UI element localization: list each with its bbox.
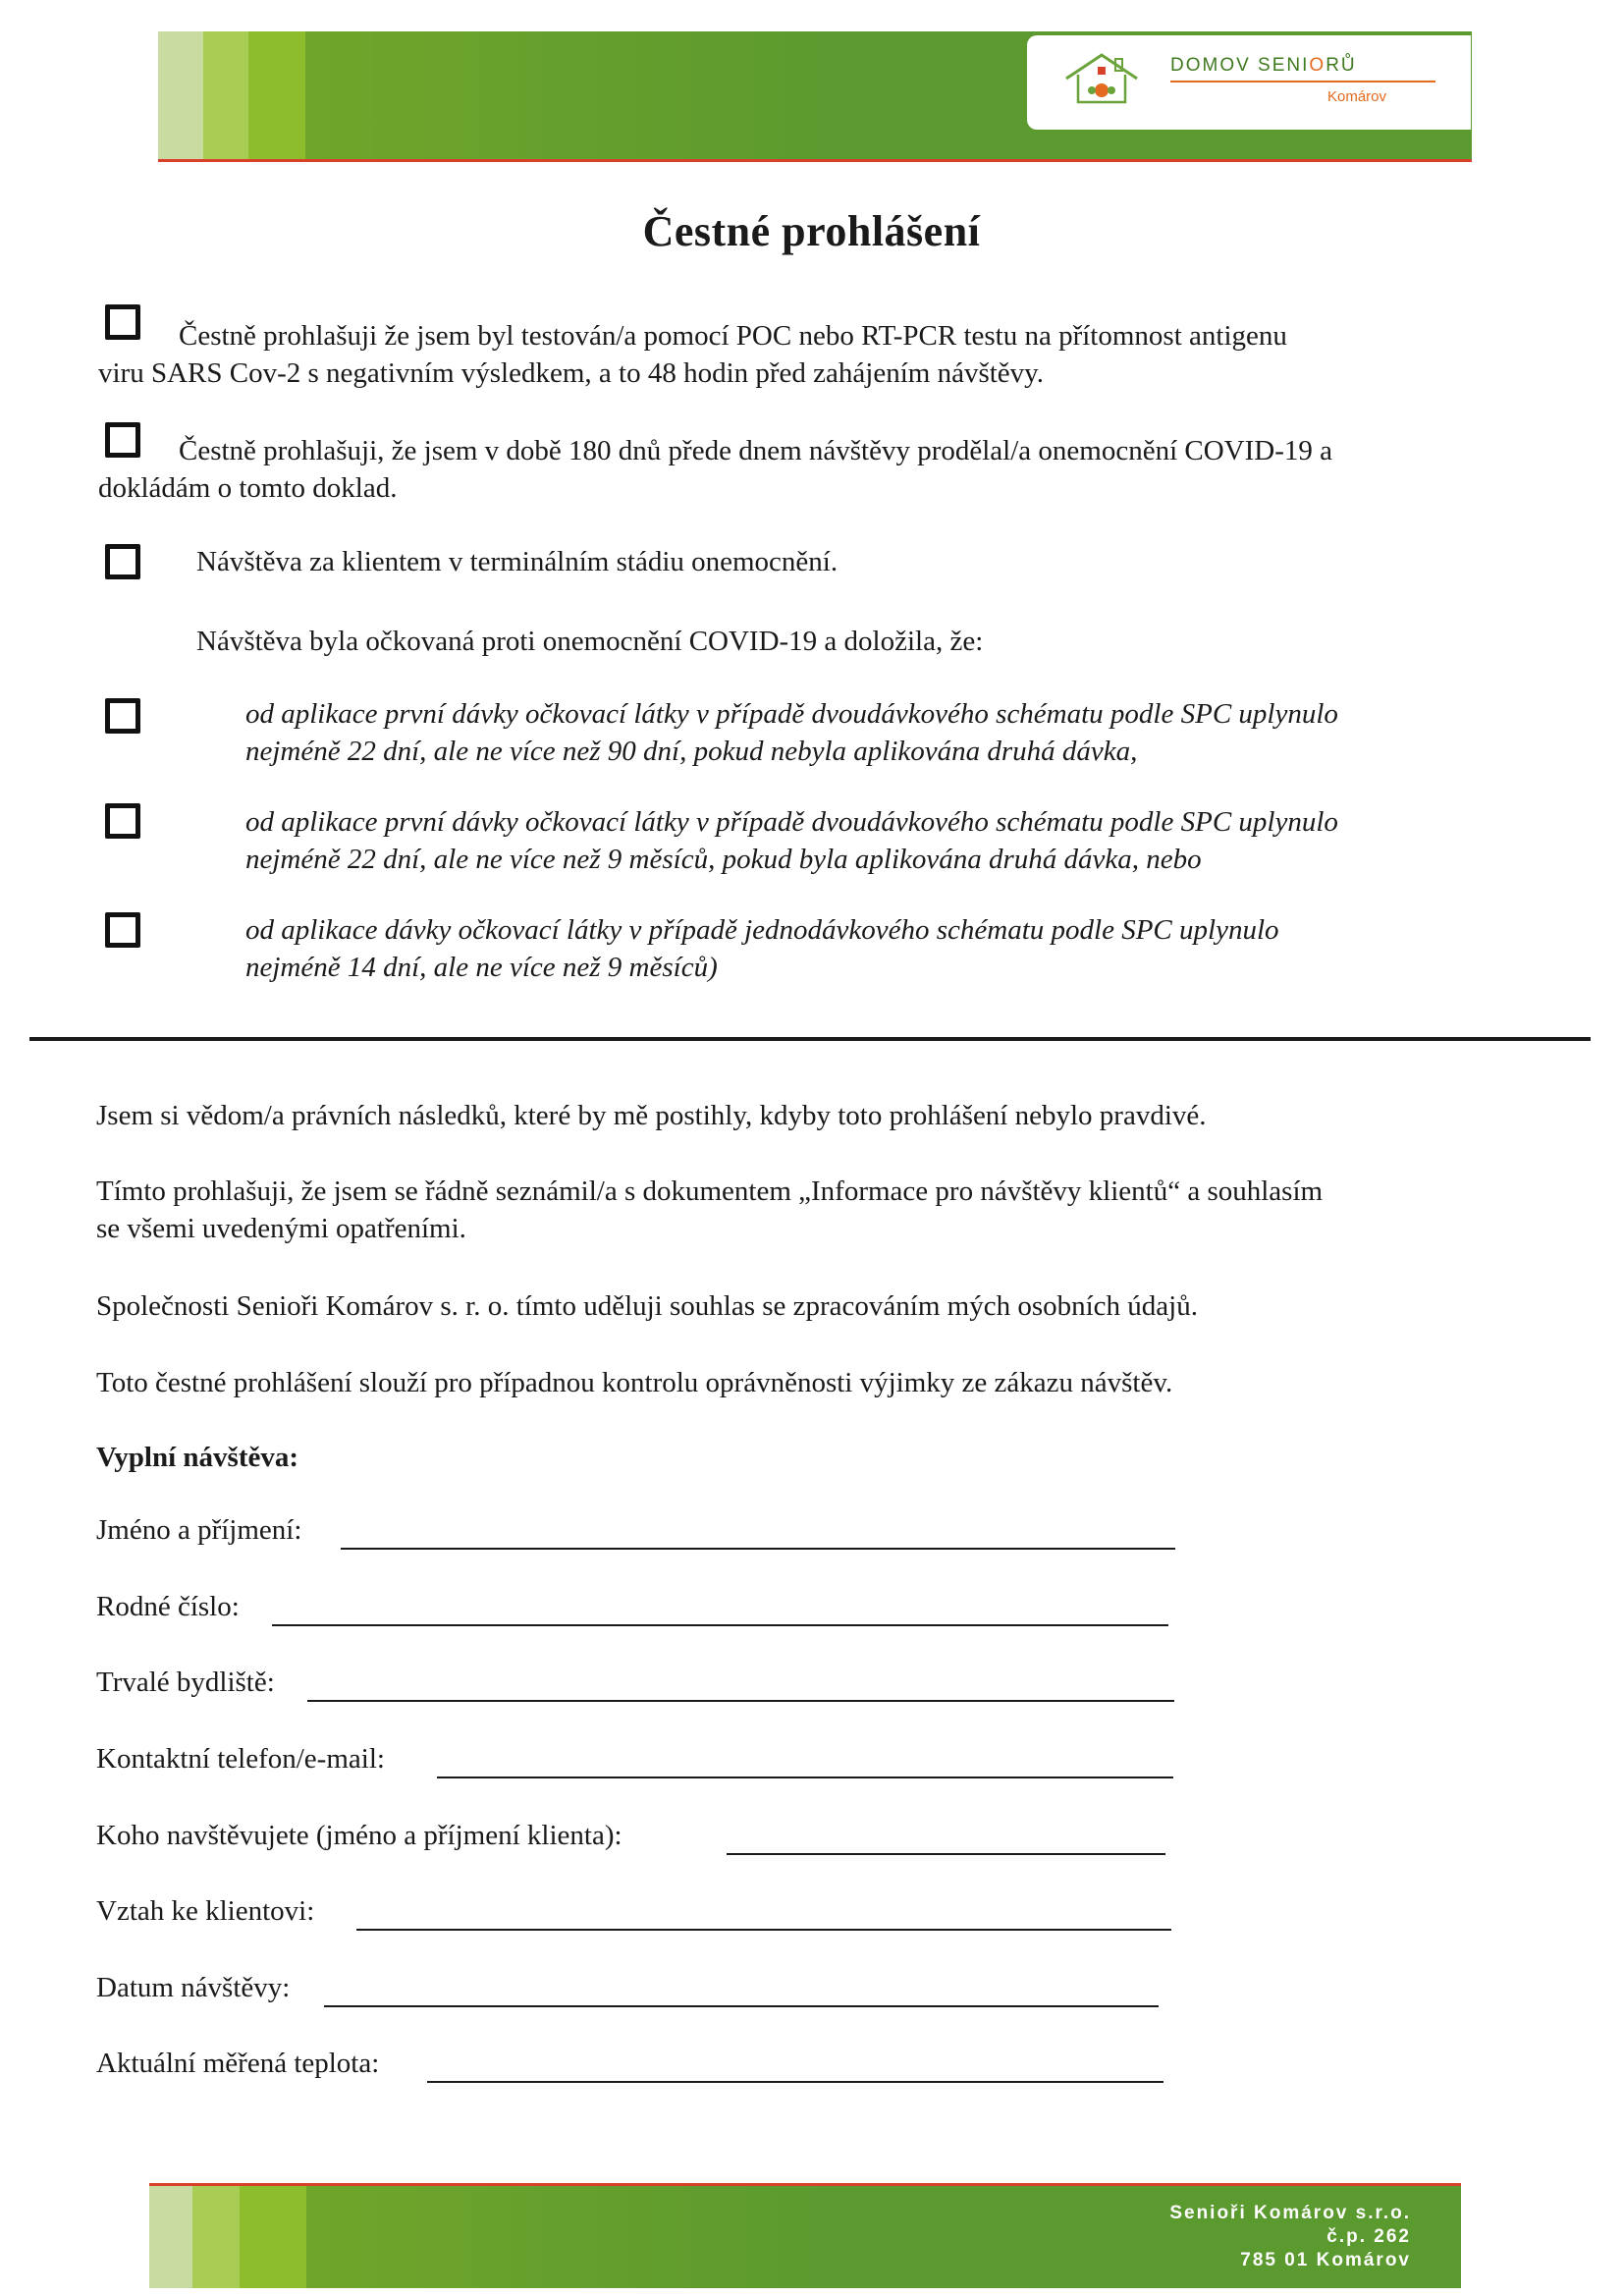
footer-house-number: č.p. 262 xyxy=(1326,2226,1411,2247)
declaration-test-negative: Čestně prohlašuji že jsem byl testován/a pomocí POC nebo RT-PCR testu na přítomnost antigenu viru SARS Cov-2 s negativním výsledkem, a to 48 hodin před zahájením návštěvy. xyxy=(98,320,1287,389)
vaccine-single-dose-text: od aplikace dávky očkovací látky v případě jednodávkového schématu podle SPC uplynulo nejméně 14 dní, ale ne více než 9 měsíců) xyxy=(245,914,1279,983)
footer-postcode-city: 785 01 Komárov xyxy=(1240,2250,1411,2270)
declaration-terminal-stage: Návštěva za klientem v terminálním stádiu onemocnění. xyxy=(196,546,839,577)
logo-title: DOMOV SENIORŮ xyxy=(1170,55,1357,76)
checkbox-terminal-stage[interactable] xyxy=(105,544,140,579)
declaration-covid-recovered: Čestně prohlašuji, že jsem v době 180 dnů přede dnem návštěvy prodělal/a onemocnění COVID-19 a dokládám o tomto doklad. xyxy=(98,435,1332,504)
field-label-visit-date: Datum návštěvy: xyxy=(96,1972,291,2003)
field-line-visit-date[interactable] xyxy=(324,2005,1159,2007)
checkbox-vaccine-second-dose[interactable] xyxy=(105,803,140,839)
field-line-name[interactable] xyxy=(341,1548,1175,1550)
statement-purpose: Toto čestné prohlášení slouží pro případnou kontrolu oprávněnosti výjimky ze zákazu návštěv. xyxy=(96,1367,1173,1398)
field-line-temperature[interactable] xyxy=(427,2081,1163,2083)
field-label-contact: Kontaktní telefon/e-mail: xyxy=(96,1743,385,1775)
logo-underline xyxy=(1170,81,1435,82)
field-label-address: Trvalé bydliště: xyxy=(96,1667,275,1698)
house-logo-icon xyxy=(1060,51,1143,106)
statement-gdpr-consent: Společnosti Senioři Komárov s. r. o. tímto uděluji souhlas se zpracováním mých osobních údajů. xyxy=(96,1290,1198,1322)
form-heading: Vyplní návštěva: xyxy=(96,1442,299,1473)
vaccine-intro: Návštěva byla očkovaná proti onemocnění COVID-19 a doložila, že: xyxy=(196,626,984,657)
checkbox-vaccine-first-dose[interactable] xyxy=(105,698,140,734)
field-line-client[interactable] xyxy=(727,1853,1165,1855)
field-label-temperature: Aktuální měřená teplota: xyxy=(96,2048,380,2079)
header-divider xyxy=(158,159,1472,162)
field-line-birth-number[interactable] xyxy=(272,1624,1168,1626)
statement-informed: Tímto prohlašuji, že jsem se řádně seznámil/a s dokumentem „Informace pro návštěvy klientů“ a souhlasím se všemi uvedenými opatřeními. xyxy=(96,1175,1324,1244)
field-label-name: Jméno a příjmení: xyxy=(96,1514,302,1546)
footer-banner xyxy=(149,2186,1461,2288)
statement-legal-consequences: Jsem si vědom/a právních následků, které by mě postihly, kdyby toto prohlášení nebylo pravdivé. xyxy=(96,1100,1207,1131)
checkbox-vaccine-single-dose[interactable] xyxy=(105,912,140,948)
section-divider xyxy=(29,1037,1591,1041)
field-label-relationship: Vztah ke klientovi: xyxy=(96,1895,315,1927)
field-line-contact[interactable] xyxy=(437,1777,1173,1778)
vaccine-first-dose-text: od aplikace první dávky očkovací látky v případě dvoudávkového schématu podle SPC uplynulo nejméně 22 dní, ale ne více než 90 dní, pokud nebyla aplikována druhá dávka, xyxy=(245,698,1338,767)
field-label-birth-number: Rodné číslo: xyxy=(96,1591,240,1622)
logo-subtitle: Komárov xyxy=(1327,88,1387,105)
field-line-relationship[interactable] xyxy=(356,1929,1171,1931)
field-label-client: Koho navštěvujete (jméno a příjmení klienta): xyxy=(96,1820,622,1851)
footer-company: Senioři Komárov s.r.o. xyxy=(1169,2203,1411,2223)
vaccine-second-dose-text: od aplikace první dávky očkovací látky v případě dvoudávkového schématu podle SPC uplynulo nejméně 22 dní, ale ne více než 9 měsíců, pokud byla aplikována druhá dávka, nebo xyxy=(245,806,1338,875)
document-title: Čestné prohlášení xyxy=(642,207,981,255)
field-line-address[interactable] xyxy=(307,1700,1174,1702)
